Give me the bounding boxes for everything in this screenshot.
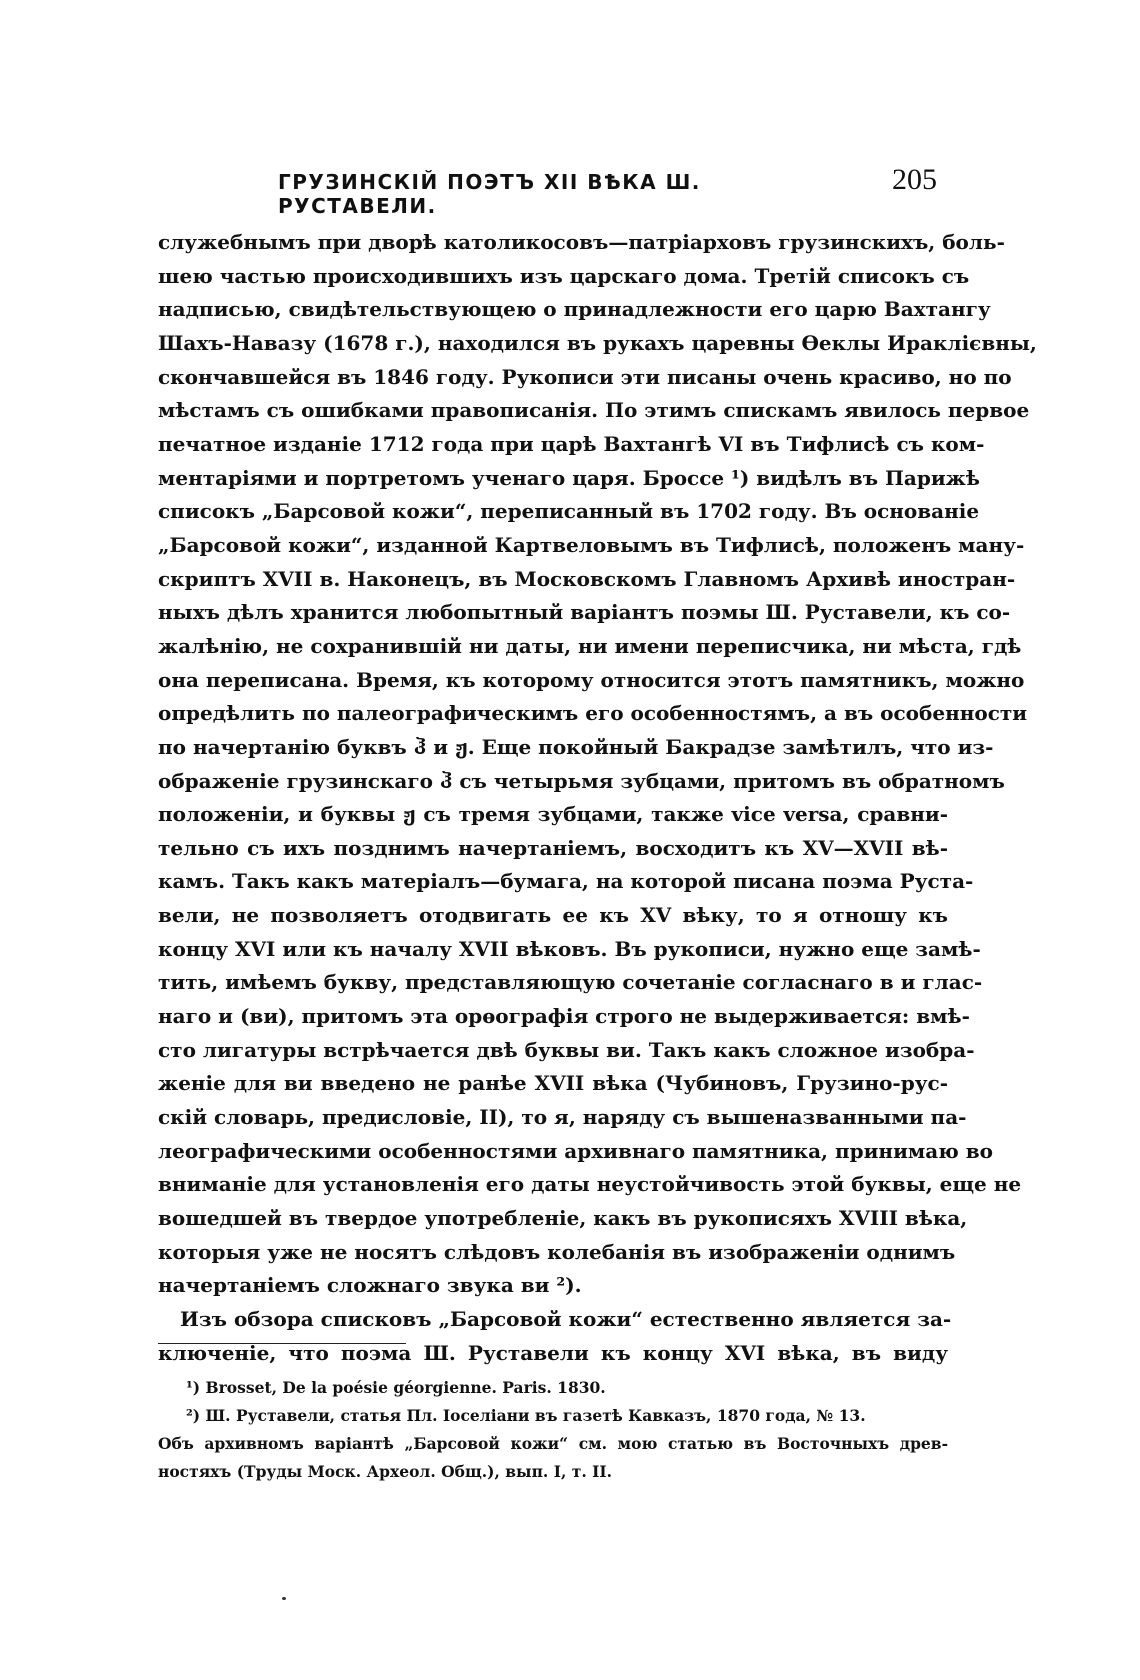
text-line: „Барсовой кожи“, изданной Картвеловымъ въ Тифлисѣ, положенъ ману- [158, 532, 1025, 557]
text-line: скриптъ XVII в. Наконецъ, въ Московскомъ Главномъ Архивѣ иностран- [158, 566, 1016, 591]
print-speck [282, 1597, 286, 1600]
text-line: печатное изданіе 1712 года при царѣ Вахтангѣ VI въ Тифлисѣ съ ком- [158, 431, 985, 456]
text-line: служебнымъ при дворѣ католикосовъ—патріарховъ грузинскихъ, боль- [158, 230, 1005, 254]
text-line: ображеніе грузинскаго ჰ съ четырьмя зубцами, притомъ въ обратномъ [158, 768, 1005, 793]
text-line: скій словарь, предисловіе, II), то я, наряду съ вышеназванными па- [158, 1105, 967, 1130]
text-line: тить, имѣемъ букву, представляющую сочетаніе согласнаго в и глас- [158, 970, 983, 995]
text-line: вниманіе для установленія его даты неустойчивость этой буквы, еще не [158, 1172, 1022, 1197]
page-number: 205 [892, 163, 937, 196]
text-line: тельно съ ихъ позднимъ начертаніемъ, восходитъ къ XV—XVII вѣ- [158, 835, 948, 860]
text-line: списокъ „Барсовой кожи“, переписанный въ 1702 году. Въ основаніе [158, 499, 980, 524]
text-line: жалѣнію, не сохранившій ни даты, ни имени переписчика, ни мѣста, гдѣ [158, 633, 1022, 658]
main-text [158, 226, 1037, 1370]
footnote-2-continuation: Объ архивномъ варіантѣ „Барсовой кожи“ см. мою статью въ Восточныхъ древ- [158, 1434, 948, 1453]
text-line: ментаріями и портретомъ ученаго царя. Броссе ¹) видѣлъ въ Парижѣ [158, 465, 980, 490]
footnote-separator [158, 1343, 406, 1344]
text-line: вошедшей въ твердое употребленіе, какъ въ рукописяхъ XVIII вѣка, [158, 1206, 968, 1231]
paragraph-end-line: начертаніемъ сложнаго звука ви ²). [158, 1273, 582, 1298]
text-line: ныхъ дѣлъ хранится любопытный варіантъ поэмы Ш. Руставели, къ со- [158, 600, 1011, 625]
text-line: скончавшейся въ 1846 году. Рукописи эти писаны очень красиво, но по [158, 364, 1012, 389]
running-title: ГРУЗИНСКІЙ ПОЭТЪ XII ВѢКА Ш. РУСТАВЕЛИ. [278, 170, 701, 218]
text-line: наго и (ви), притомъ эта орѳографія строго не выдерживается: вмѣ- [158, 1004, 970, 1029]
text-line: женіе для ви введено не ранѣе XVII вѣка (Чубиновъ, Грузино-рус- [158, 1071, 948, 1096]
text-line: Изъ обзора списковъ „Барсовой кожи“ естественно является за- [180, 1307, 952, 1331]
text-line: концу XVI или къ началу XVII вѣковъ. Въ рукописи, нужно еще замѣ- [158, 936, 981, 961]
text-line: ключеніе, что поэма Ш. Руставели къ концу XVI вѣка, въ виду [158, 1340, 948, 1365]
text-line: шею частью происходившихъ изъ царскаго дома. Третій списокъ съ [158, 263, 970, 288]
text-line: по начертанію буквъ ჰ и ჟ. Еще покойный Бакрадзе замѣтилъ, что из- [158, 734, 994, 759]
text-line: надписью, свидѣтельствующею о принадлежности его царю Вахтангу [158, 297, 991, 322]
footnotes [158, 1374, 948, 1486]
footnote-2-continuation: ностяхъ (Труды Моск. Археол. Общ.), вып. I, т. II. [158, 1462, 613, 1481]
text-line: положеніи, и буквы ჟ съ тремя зубцами, также vice versa, сравни- [158, 802, 948, 827]
text-line: опредѣлить по палеографическимъ его особенностямъ, а въ особенности [158, 701, 1028, 726]
text-line: камъ. Такъ какъ матеріалъ—бумага, на которой писана поэма Руста- [158, 869, 974, 894]
text-line: леографическими особенностями архивнаго памятника, принимаю во [158, 1138, 993, 1163]
text-line: сто лигатуры встрѣчается двѣ буквы ви. Такъ какъ сложное изобра- [158, 1037, 975, 1062]
footnote-2: ²) Ш. Руставели, статья Пл. Іоселіани въ газетѣ Кавказъ, 1870 года, № 13. [186, 1406, 866, 1425]
footnote-1: ¹) Brosset, De la poésie géorgienne. Paris. 1830. [186, 1378, 606, 1397]
text-line: мѣстамъ съ ошибками правописанія. По этимъ спискамъ явилось первое [158, 398, 1030, 423]
text-line: она переписана. Время, къ которому относится этотъ памятникъ, можно [158, 667, 1025, 692]
text-line: которыя уже не носятъ слѣдовъ колебанія въ изображеніи однимъ [158, 1239, 956, 1264]
text-line: вели, не позволяетъ отодвигать ее къ XV вѣку, то я отношу къ [158, 903, 948, 928]
text-line: Шахъ-Навазу (1678 г.), находился въ рукахъ царевны Ѳеклы Ираклієвны, [158, 330, 1037, 355]
